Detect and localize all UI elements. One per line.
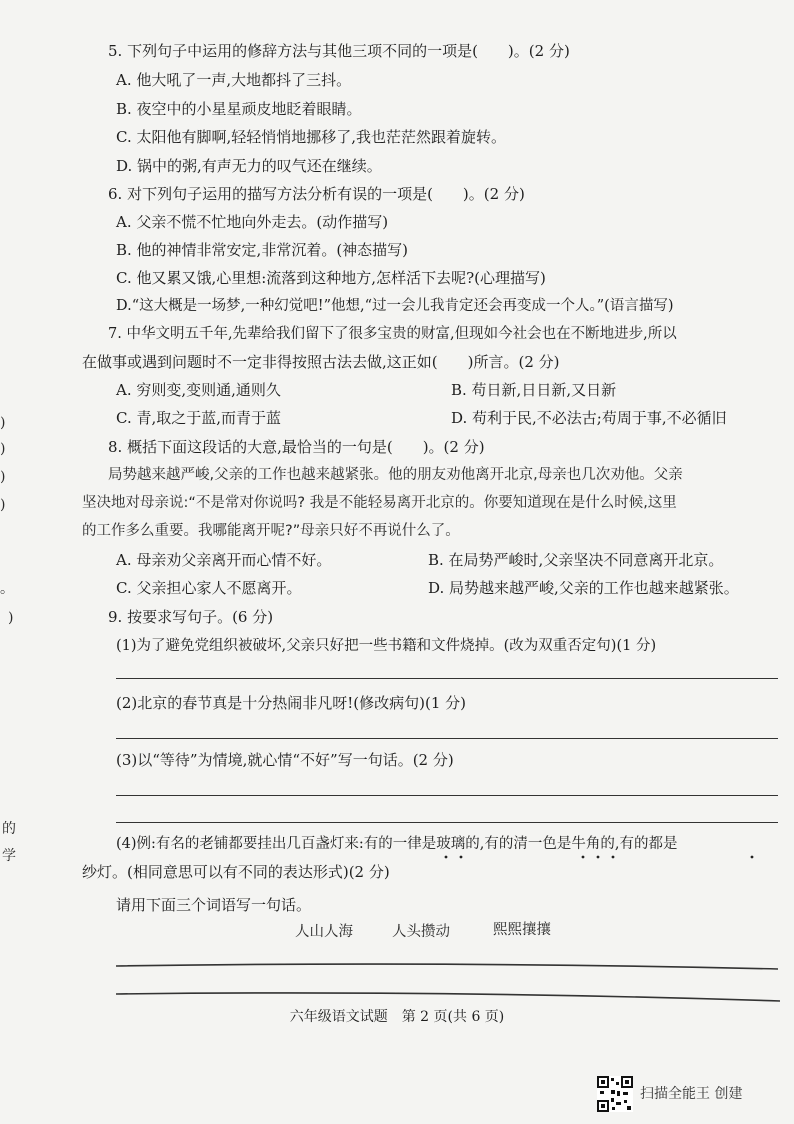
q8-passage-line2: 坚决地对母亲说:“不是常对你说吗? 我是不能轻易离开北京的。你要知道现在是什么时候,这里 (82, 495, 677, 511)
page-footer: 六年级语文试题 第 2 页(共 6 页) (289, 1009, 505, 1025)
q7-option-a: A. 穷则变,变则通,通则久 (116, 381, 281, 399)
q6-option-d: D.“这大概是一场梦,一种幻觉吧!”他想,“过一会儿我肯定还会再变成一个人。”(语言描写) (116, 298, 674, 314)
q6-stem: 6. 对下列句子运用的描写方法分析有误的一项是( )。(2 分) (108, 185, 525, 203)
q6-option-a: A. 父亲不慌不忙地向外走去。(动作描写) (116, 213, 389, 231)
margin-paren-2: ) (0, 441, 6, 457)
q9-sub4-instruction: 请用下面三个词语写一句话。 (116, 896, 312, 914)
q9-sub2: (2)北京的春节真是十分热闹非凡呀!(修改病句)(1 分) (116, 694, 466, 712)
margin-paren-3: ) (0, 469, 6, 485)
q9-sub1: (1)为了避免党组织被破坏,父亲只好把一些书籍和文件烧掉。(改为双重否定句)(1 分) (116, 638, 657, 654)
q9-stem: 9. 按要求写句子。(6 分) (108, 608, 274, 626)
q8-passage-line3: 的工作多么重要。我哪能离开呢?”母亲只好不再说什么了。 (82, 523, 460, 539)
q5-option-d: D. 锅中的粥,有声无力的叹气还在继续。 (116, 157, 382, 175)
margin-paren-close: ) (8, 610, 14, 626)
q8-stem: 8. 概括下面这段话的大意,最恰当的一句是( )。(2 分) (108, 438, 485, 456)
margin-de: 的 (2, 821, 16, 837)
q5-stem: 5. 下列句子中运用的修辞方法与其他三项不同的一项是( )。(2 分) (108, 42, 570, 60)
q8-passage-line1: 局势越来越严峻,父亲的工作也越来越紧张。他的朋友劝他离开北京,母亲也几次劝他。父亲 (108, 467, 683, 483)
qr-code-icon (597, 1076, 633, 1112)
q9-sub3: (3)以“等待”为情境,就心情“不好”写一句话。(2 分) (116, 751, 454, 769)
q7-option-b: B. 苟日新,日日新,又日新 (451, 381, 617, 399)
keyword-3: 熙熙攘攘 (493, 922, 551, 938)
q5-option-b: B. 夜空中的小星星顽皮地眨着眼睛。 (116, 100, 362, 118)
q5-option-c: C. 太阳他有脚啊,轻轻悄悄地挪移了,我也茫茫然跟着旋转。 (116, 128, 507, 146)
q7-option-d: D. 苟利于民,不必法古;苟周于事,不必循旧 (451, 409, 727, 427)
q7-stem-line1: 7. 中华文明五千年,先辈给我们留下了很多宝贵的财富,但现如今社会也在不断地进步,所以 (108, 326, 677, 342)
q8-option-b: B. 在局势严峻时,父亲坚决不同意离开北京。 (428, 551, 724, 569)
margin-sep: 。 (0, 581, 14, 597)
keyword-2: 人头攒动 (392, 924, 450, 940)
q7-option-c: C. 青,取之于蓝,而青于蓝 (116, 409, 282, 427)
keyword-1: 人山人海 (295, 924, 353, 940)
margin-paren-4: ) (0, 497, 6, 513)
q8-option-a: A. 母亲劝父亲离开而心情不好。 (116, 551, 332, 569)
q6-option-b: B. 他的神情非常安定,非常沉着。(神态描写) (116, 241, 409, 259)
q9-sub4-example: (4)例:有名的老铺都要挂出几百盏灯来:有的一律是玻璃的,有的清一色是牛角的,有的都是 (116, 836, 678, 852)
q8-option-c: C. 父亲担心家人不愿离开。 (116, 579, 302, 597)
q7-stem-line2: 在做事或遇到问题时不一定非得按照古法去做,这正如( )所言。(2 分) (82, 353, 560, 371)
q9-sub4-note: 纱灯。(相同意思可以有不同的表达形式)(2 分) (82, 863, 390, 881)
margin-paren-1: ) (0, 415, 6, 431)
margin-xue: 学 (2, 848, 16, 864)
q5-option-a: A. 他大吼了一声,大地都抖了三抖。 (116, 71, 352, 89)
q6-option-c: C. 他又累又饿,心里想:流落到这种地方,怎样活下去呢?(心理描写) (116, 269, 546, 287)
scanner-brand-label: 扫描全能王 创建 (640, 1086, 743, 1102)
q8-option-d: D. 局势越来越严峻,父亲的工作也越来越紧张。 (428, 579, 739, 597)
